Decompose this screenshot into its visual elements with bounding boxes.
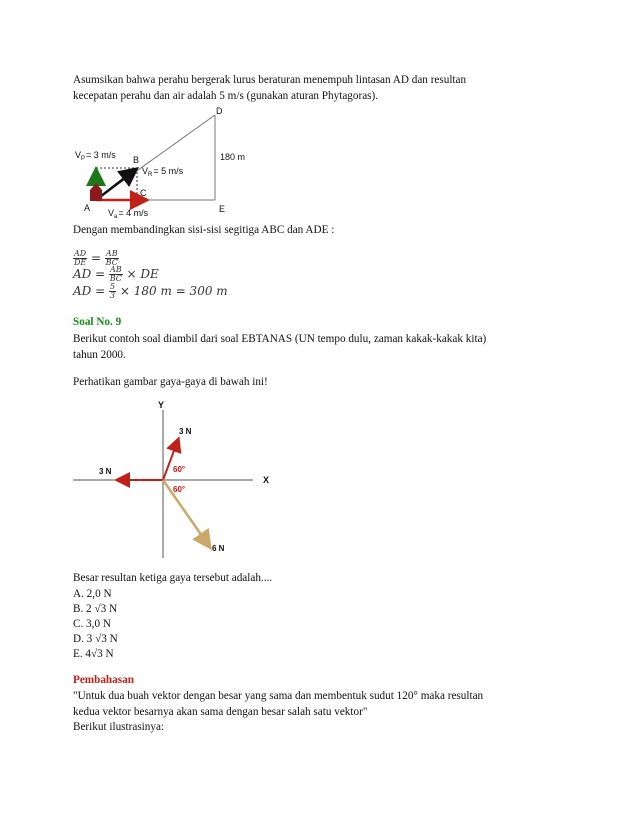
pembahasan-title: Pembahasan [73, 674, 134, 686]
option-c: C. 3,0 N [73, 618, 111, 630]
angle-lower-label: 60° [173, 485, 186, 494]
compare-text: Dengan membandingkan sisi-sisi segitiga ABC dan ADE : [73, 224, 335, 236]
label-180m: 180 m [220, 152, 246, 162]
label-c: C [140, 188, 147, 198]
option-b: B. 2 √3 N [73, 603, 118, 615]
axis-y-label: Y [158, 400, 165, 410]
eq3-rest: × 180 m = 300 m [119, 284, 228, 298]
equation-3 [73, 283, 228, 300]
equation-2 [73, 266, 159, 283]
boat-triangle-figure [70, 105, 270, 225]
option-e: E. 4√3 N [73, 648, 114, 660]
soal-line-2: tahun 2000. [73, 349, 126, 361]
option-a: A. 2,0 N [73, 588, 112, 600]
equation-1: $\frac{AD}{DE}$ = $\frac{AB}{BC}$ [73, 249, 118, 267]
eq2-rest: × DE [126, 267, 159, 281]
eq2-den: BC [109, 274, 122, 283]
soal-instruction: Perhatikan gambar gaya-gaya di bawah ini! [73, 376, 268, 388]
intro-line-1: Asumsikan bahwa perahu bergerak lurus beraturan menempuh lintasan AD dan resultan [73, 74, 467, 86]
pembahasan-line-3: Berikut ilustrasinya: [73, 721, 165, 733]
label-e: E [219, 204, 226, 214]
intro-line-2: kecepatan perahu dan air adalah 5 m/s (gunakan aturan Phytagoras). [73, 90, 379, 102]
label-b: B [133, 155, 140, 165]
angle-upper-label: 60° [173, 465, 186, 474]
eq1-left-den: DE [73, 258, 87, 267]
eq3-num: 5 [109, 282, 116, 291]
pembahasan-line-2: kedua vektor besarnya akan sama dengan besar salah satu vektor" [73, 706, 368, 718]
label-vp: $V_P= 3$ m/s [75, 150, 116, 162]
eq3-den: 3 [109, 291, 116, 300]
eq1-right-num: AB [105, 249, 118, 258]
question-stem: Besar resultan ketiga gaya tersebut adalah.... [73, 572, 273, 584]
boat-icon [90, 183, 102, 201]
force-down-label: 6 N [212, 544, 225, 553]
eq2-fraction [109, 266, 123, 283]
eq1-left-num: AD [74, 249, 87, 258]
force-up-label: 3 N [179, 427, 192, 436]
eq1-right-den: BC [105, 258, 118, 267]
eq3-fraction [109, 283, 116, 300]
label-vr: $V_R= 5$ m/s [142, 166, 184, 178]
soal-title: Soal No. 9 [73, 316, 122, 328]
eq3-lhs: AD = [73, 284, 106, 298]
eq2-num: AB [109, 265, 122, 274]
force-up-arrow [163, 440, 178, 480]
force-left-label: 3 N [99, 467, 112, 476]
soal-line-1: Berikut contoh soal diambil dari soal EBTANAS (UN tempo dulu, zaman kakak-kakak kita) [73, 333, 487, 345]
pembahasan-line-1: "Untuk dua buah vektor dengan besar yang sama dan membentuk sudut 120° maka resultan [73, 690, 484, 702]
option-d: D. 3 √3 N [73, 633, 118, 645]
label-a: A [84, 203, 91, 213]
eq1-left-fraction [73, 250, 87, 267]
force-vectors-figure [73, 398, 293, 560]
axis-x-label: X [263, 475, 270, 485]
eq2-lhs: AD = [73, 267, 106, 281]
label-va: $V_a= 4$ m/s [108, 208, 149, 220]
force-down-arrow [163, 480, 209, 546]
label-d: D [216, 106, 223, 116]
